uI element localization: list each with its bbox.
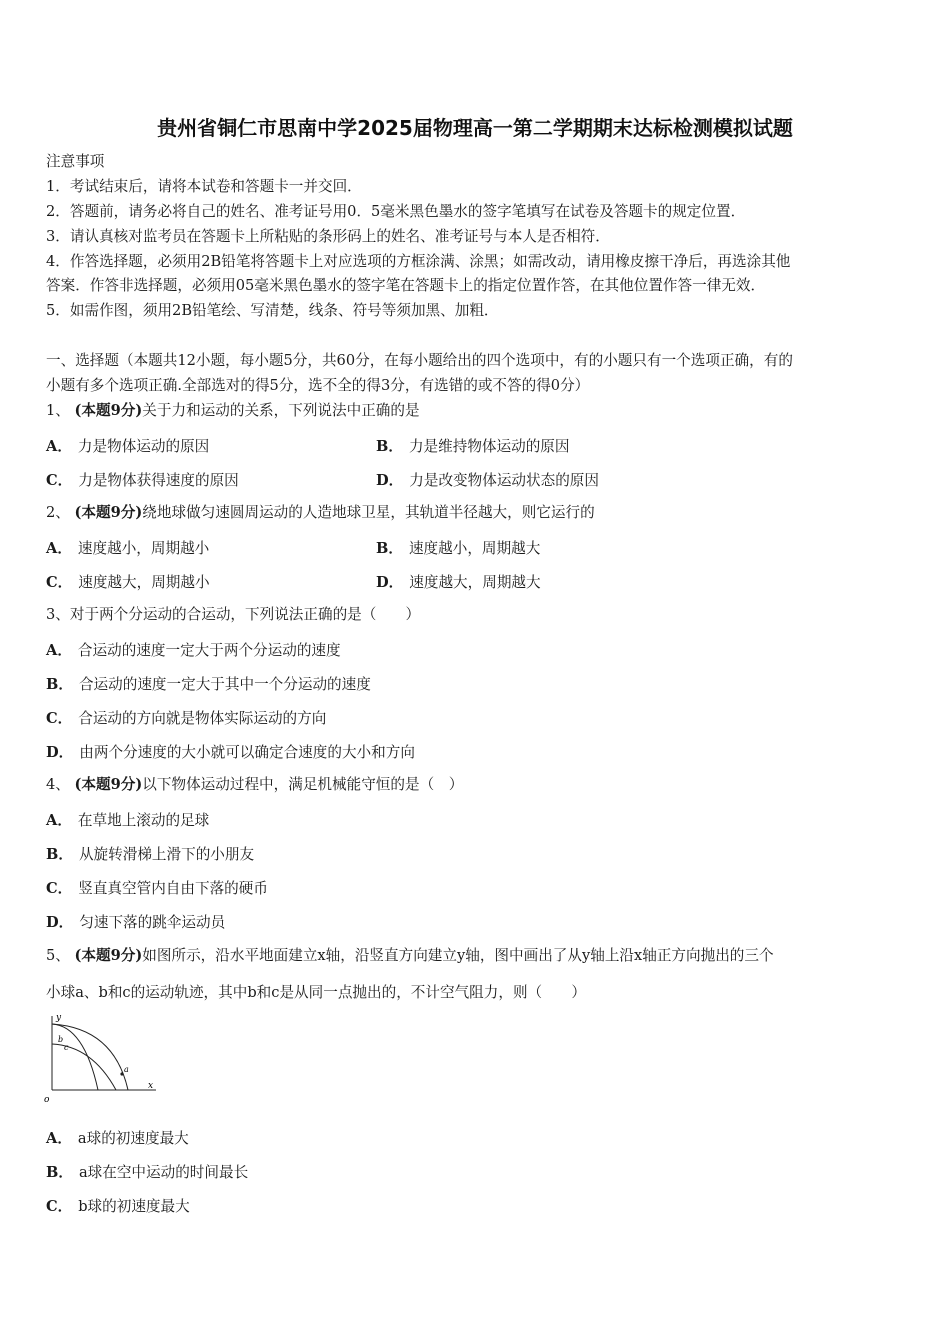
option-letter: D．: [46, 914, 74, 931]
question-number: 2、: [46, 504, 70, 521]
option-text: 力是维持物体运动的原因: [408, 438, 570, 455]
option-text: a球的初速度最大: [77, 1130, 189, 1147]
question-score-tag: (本题9分): [74, 776, 143, 793]
option-letter: A．: [46, 1130, 72, 1147]
option-letter: B．: [46, 1164, 73, 1181]
question-score-tag: (本题9分): [74, 402, 143, 419]
option-text: b球的初速度最大: [78, 1198, 190, 1215]
option-letter: D．: [46, 744, 74, 761]
question-number: 4、: [46, 776, 70, 793]
q5-option-c[interactable]: [46, 1195, 190, 1216]
notice-item-2: 2．答题前，请务必将自己的姓名、准考证号用0．5毫米黑色墨水的签字笔填写在试卷及答题卡的规定位置．: [46, 203, 746, 220]
question-score-tag: (本题9分): [74, 947, 143, 964]
question-4-stem: [46, 775, 463, 795]
question-text: 如图所示，沿水平地面建立x轴，沿竖直方向建立y轴，图中画出了从y轴上沿x轴正方向抛出的三个: [142, 947, 774, 964]
option-letter: C．: [46, 1198, 73, 1215]
option-letter: A．: [46, 438, 72, 455]
option-letter: C．: [46, 880, 73, 897]
notice-item-1: 1．考试结束后，请将本试卷和答题卡一并交回．: [46, 178, 362, 195]
option-text: a球在空中运动的时间最长: [78, 1164, 249, 1181]
q5-option-a[interactable]: [46, 1127, 189, 1148]
label-c: c: [64, 1043, 69, 1052]
option-letter: B．: [376, 438, 403, 455]
option-text: 竖直真空管内自由下落的硬币: [78, 880, 268, 897]
q3-option-a[interactable]: [46, 639, 341, 660]
option-text: 速度越小，周期越小: [77, 540, 210, 557]
option-letter: C．: [46, 472, 73, 489]
q5-option-b[interactable]: [46, 1161, 248, 1182]
notice-item-5: 5．如需作图，须用2B铅笔绘、写清楚，线条、符号等须加黑、加粗．: [46, 302, 499, 319]
option-letter: C．: [46, 710, 73, 727]
q4-option-a[interactable]: [46, 809, 209, 830]
option-letter: D．: [376, 472, 404, 489]
option-text: 合运动的速度一定大于其中一个分运动的速度: [78, 676, 371, 693]
option-text: 力是改变物体运动状态的原因: [409, 472, 599, 489]
origin-label: o: [44, 1095, 50, 1104]
q1-option-a[interactable]: [46, 435, 209, 456]
question-text: 关于力和运动的关系，下列说法中正确的是: [142, 402, 420, 419]
x-axis-label: x: [148, 1081, 154, 1091]
trajectory-c: [52, 1024, 98, 1090]
option-text: 速度越大，周期越小: [78, 574, 210, 591]
option-letter: A．: [46, 642, 72, 659]
y-axis-label: y: [56, 1013, 62, 1023]
q2-option-c[interactable]: [46, 571, 210, 592]
question-1-stem: [46, 401, 420, 421]
q4-option-c[interactable]: [46, 877, 268, 898]
option-text: 力是物体运动的原因: [77, 438, 210, 455]
notice-item-4: 4．作答选择题，必须用2B铅笔将答题卡上对应选项的方框涂满、涂黑；如需改动，请用橡皮擦干净后，再选涂其他: [46, 253, 791, 270]
trajectory-b: [52, 1044, 116, 1090]
q4-option-b[interactable]: [46, 843, 254, 864]
page-title: 贵州省铜仁市思南中学2025届物理高一第二学期期末达标检测模拟试题: [157, 116, 793, 140]
label-b: b: [58, 1035, 64, 1044]
trajectory-a: [52, 1024, 128, 1090]
question-number: 5、: [46, 947, 70, 964]
option-text: 速度越大，周期越大: [409, 574, 541, 591]
question-text: 绕地球做匀速圆周运动的人造地球卫星，其轨道半径越大，则它运行的: [142, 504, 595, 521]
option-text: 力是物体获得速度的原因: [78, 472, 239, 489]
question-5-stem: [46, 946, 774, 966]
question-text: 以下物体运动过程中，满足机械能守恒的是（ ）: [142, 776, 464, 793]
section-intro-line2: 小题有多个选项正确.全部选对的得5分，选不全的得3分，有选错的或不答的得0分）: [46, 377, 590, 394]
q1-option-d[interactable]: [376, 469, 599, 490]
option-letter: B．: [376, 540, 403, 557]
option-letter: D．: [376, 574, 404, 591]
q1-option-c[interactable]: [46, 469, 239, 490]
q2-option-b[interactable]: [376, 537, 540, 558]
q4-option-d[interactable]: [46, 911, 225, 932]
section-intro-line1: 一、选择题（本题共12小题，每小题5分，共60分，在每小题给出的四个选项中，有的小题只有一个选项正确，有的: [46, 352, 793, 369]
q3-option-d[interactable]: [46, 741, 415, 762]
option-text: 合运动的方向就是物体实际运动的方向: [78, 710, 327, 727]
option-text: 从旋转滑梯上滑下的小朋友: [78, 846, 255, 863]
q2-option-a[interactable]: [46, 537, 209, 558]
question-score-tag: (本题9分): [74, 504, 143, 521]
notice-item-3: 3．请认真核对监考员在答题卡上所粘贴的条形码上的姓名、准考证号与本人是否相符．: [46, 228, 610, 245]
q3-option-b[interactable]: [46, 673, 371, 694]
option-letter: A．: [46, 540, 72, 557]
question-2-stem: [46, 503, 595, 523]
option-letter: B．: [46, 846, 73, 863]
option-text: 匀速下落的跳伞运动员: [79, 914, 226, 931]
question-3-stem: 3、对于两个分运动的合运动，下列说法正确的是（ ）: [46, 606, 421, 623]
question-5-stem-cont: 小球a、b和c的运动轨迹，其中b和c是从同一点抛出的，不计空气阻力，则（ ）: [46, 984, 586, 1001]
projectile-trajectory-figure: [44, 1012, 162, 1104]
option-text: 速度越小，周期越大: [408, 540, 541, 557]
q1-option-b[interactable]: [376, 435, 569, 456]
option-text: 合运动的速度一定大于两个分运动的速度: [77, 642, 341, 659]
q2-option-d[interactable]: [376, 571, 541, 592]
q3-option-c[interactable]: [46, 707, 326, 728]
notice-heading: 注意事项: [46, 153, 105, 170]
option-text: 由两个分速度的大小就可以确定合速度的大小和方向: [79, 744, 415, 761]
label-a: a: [124, 1065, 129, 1074]
option-letter: A．: [46, 812, 72, 829]
option-letter: B．: [46, 676, 73, 693]
question-number: 1、: [46, 402, 70, 419]
option-text: 在草地上滚动的足球: [77, 812, 210, 829]
option-letter: C．: [46, 574, 73, 591]
notice-item-4-cont: 答案．作答非选择题，必须用05毫米黑色墨水的签字笔在答题卡上的指定位置作答，在其他位置作答一律无效．: [46, 277, 766, 294]
